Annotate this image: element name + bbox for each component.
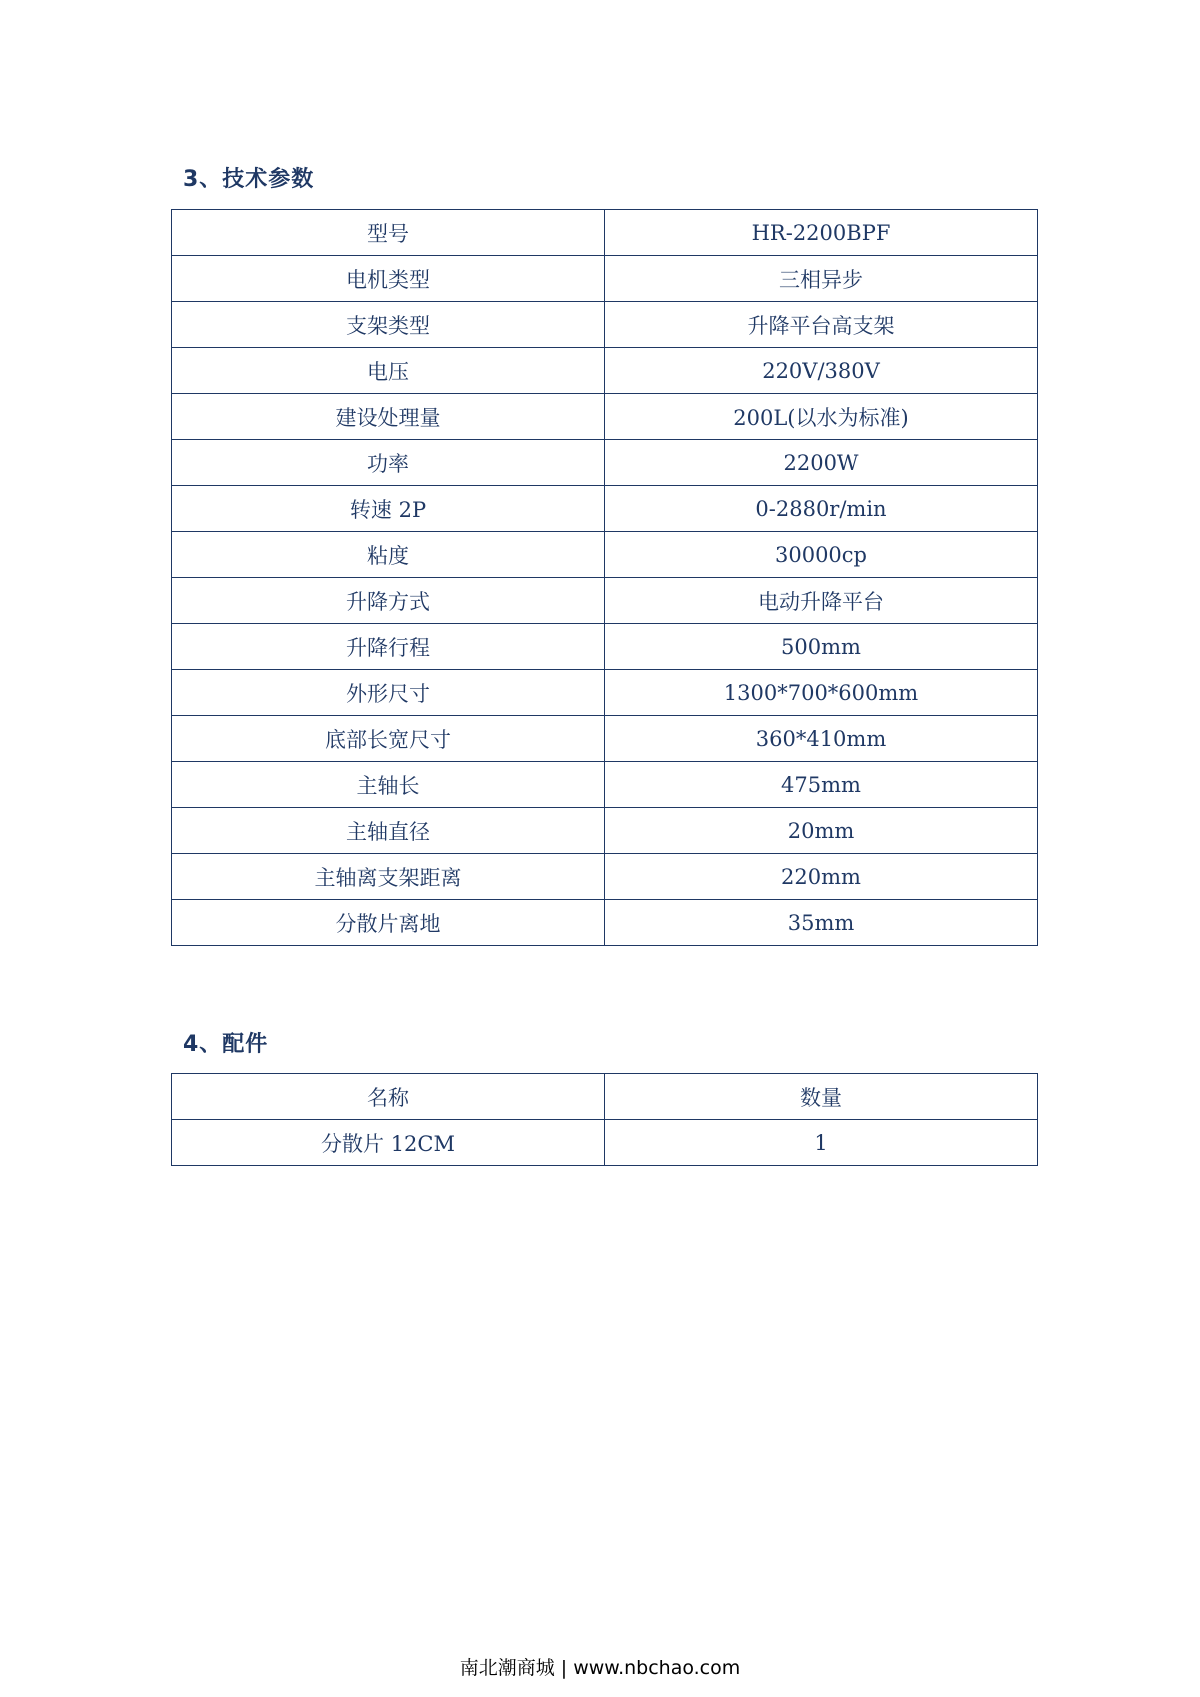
spec-label-cell: 主轴离支架距离 bbox=[172, 854, 605, 900]
spec-label-cell: 底部长宽尺寸 bbox=[172, 716, 605, 762]
table-row bbox=[172, 532, 1038, 578]
spec-label-cell: 升降方式 bbox=[172, 578, 605, 624]
spec-value-cell: 30000cp bbox=[605, 532, 1038, 578]
spec-label-cell: 转速 2P bbox=[172, 486, 605, 532]
header-qty-cell: 数量 bbox=[605, 1074, 1038, 1120]
spec-value-cell: 220mm bbox=[605, 854, 1038, 900]
spec-value-cell: 20mm bbox=[605, 808, 1038, 854]
table-row bbox=[172, 394, 1038, 440]
table-row bbox=[172, 440, 1038, 486]
spec-value-cell: 475mm bbox=[605, 762, 1038, 808]
header-name-cell: 名称 bbox=[172, 1074, 605, 1120]
spec-value-cell: 0-2880r/min bbox=[605, 486, 1038, 532]
table-row bbox=[172, 486, 1038, 532]
table-row bbox=[172, 302, 1038, 348]
spec-label-cell: 外形尺寸 bbox=[172, 670, 605, 716]
spec-value-cell: HR-2200BPF bbox=[605, 210, 1038, 256]
spec-label-cell: 升降行程 bbox=[172, 624, 605, 670]
spec-label-cell: 分散片离地 bbox=[172, 900, 605, 946]
table-row bbox=[172, 716, 1038, 762]
spec-label-cell: 功率 bbox=[172, 440, 605, 486]
spec-value-cell: 电动升降平台 bbox=[605, 578, 1038, 624]
spec-value-cell: 500mm bbox=[605, 624, 1038, 670]
accessories-table-body bbox=[172, 1074, 1038, 1166]
table-row bbox=[172, 1120, 1038, 1166]
spec-label-cell: 粘度 bbox=[172, 532, 605, 578]
accessories-table bbox=[171, 1073, 1038, 1166]
spec-label-cell: 电机类型 bbox=[172, 256, 605, 302]
spec-value-cell: 360*410mm bbox=[605, 716, 1038, 762]
accessory-name-cell: 分散片 12CM bbox=[172, 1120, 605, 1166]
spec-label-cell: 支架类型 bbox=[172, 302, 605, 348]
spec-value-cell: 200L(以水为标准) bbox=[605, 394, 1038, 440]
table-row bbox=[172, 256, 1038, 302]
table-row bbox=[172, 808, 1038, 854]
spec-label-cell: 建设处理量 bbox=[172, 394, 605, 440]
table-row bbox=[172, 854, 1038, 900]
specs-table-body bbox=[172, 210, 1038, 946]
spec-value-cell: 三相异步 bbox=[605, 256, 1038, 302]
spec-value-cell: 220V/380V bbox=[605, 348, 1038, 394]
spec-label-cell: 型号 bbox=[172, 210, 605, 256]
table-row bbox=[172, 348, 1038, 394]
accessories-section-title: 4、配件 bbox=[183, 1032, 269, 1057]
table-row bbox=[172, 762, 1038, 808]
specs-section-title: 3、技术参数 bbox=[183, 167, 315, 192]
table-row bbox=[172, 210, 1038, 256]
spec-label-cell: 电压 bbox=[172, 348, 605, 394]
table-row bbox=[172, 670, 1038, 716]
specs-table bbox=[171, 209, 1038, 946]
table-row bbox=[172, 624, 1038, 670]
accessory-qty-cell: 1 bbox=[605, 1120, 1038, 1166]
spec-label-cell: 主轴直径 bbox=[172, 808, 605, 854]
spec-value-cell: 1300*700*600mm bbox=[605, 670, 1038, 716]
table-row bbox=[172, 578, 1038, 624]
spec-value-cell: 2200W bbox=[605, 440, 1038, 486]
footer-text: 南北潮商城 | www.nbchao.com bbox=[459, 1657, 741, 1679]
spec-value-cell: 35mm bbox=[605, 900, 1038, 946]
spec-value-cell: 升降平台高支架 bbox=[605, 302, 1038, 348]
spec-label-cell: 主轴长 bbox=[172, 762, 605, 808]
accessories-header-row bbox=[172, 1074, 1038, 1120]
table-row bbox=[172, 900, 1038, 946]
